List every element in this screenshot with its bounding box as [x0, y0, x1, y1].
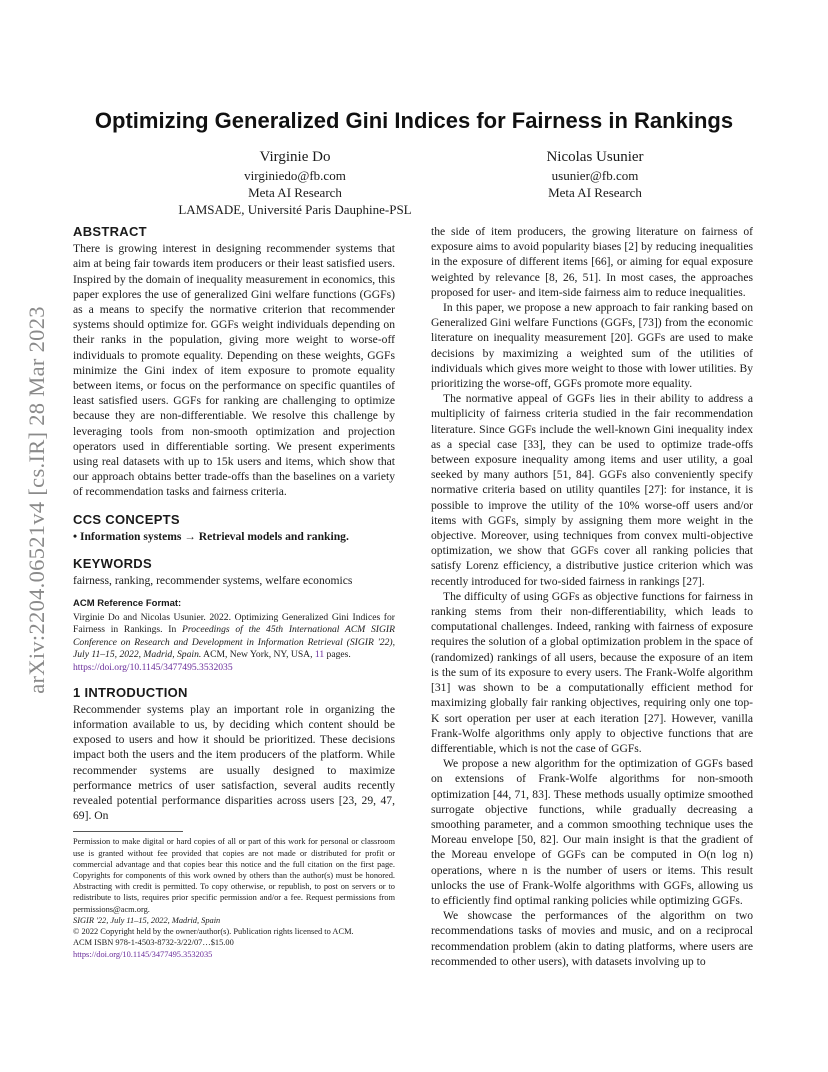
author-name: Virginie Do: [259, 149, 331, 165]
arxiv-stamp: arXiv:2204.06521v4 [cs.IR] 28 Mar 2023: [24, 306, 49, 694]
author-name: Nicolas Usunier: [546, 149, 644, 165]
abstract-heading: ABSTRACT: [73, 224, 147, 239]
body-paragraph: We propose a new algorithm for the optimization of GGFs based on extensions of Frank-Wolfe algorithms for non-smooth optimization [44, 71, 83]. These methods usually optimize smoothed surrogate objective functions, while gradually decreasing a smoothing parameter, and a common smoothing technique uses the Moreau envelope [50, 82]. Our main insight is that the gradient of the Moreau envelope of GGFs can be computed in O(n log n) operations, where n is the number of users or items. This result unlocks the use of Frank-Wolfe algorithms with GGFs, allowing us to efficiently find optimal ranking policies while optimizing GGFs.: [431, 757, 753, 907]
keywords-text: fairness, ranking, recommender systems, welfare economics: [73, 574, 353, 588]
author-block-1: [150, 147, 440, 218]
body-paragraph: The difficulty of using GGFs as objective functions for fairness in ranking stems from their non-differentiability, which leads to computational challenges. Indeed, ranking with fairness of exposure requires the solution of a global optimization problem in the space of (randomized) rankings of all users, because the exposure of an item is the sum of its exposure to every users. The Frank-Wolfe algorithm [31] was shown to be a computationally efficient method for maximizing globally fair ranking objectives, requiring only one top-K sort operation per user at each iteration [27]. However, vanilla Frank-Wolfe algorithms only apply to objective functions that are differentiable, which is not the case of GGFs.: [431, 589, 753, 755]
intro-text: Recommender systems play an important role in organizing the information available to us, by deciding which content should be exposed to users and how it should be prioritized. These decisions impact both the users and the item producers of the platform. While recommender systems are usually designed to maximize performance metrics of user satisfaction, several audits recently revealed potential performance disparities across users [23, 29, 47, 69]. On: [73, 702, 395, 823]
conference-line: SIGIR '22, July 11–15, 2022, Madrid, Spain: [73, 915, 221, 925]
body-paragraph: the side of item producers, the growing literature on fairness of exposure aims to avoid popularity biases [2] by reducing inequalities in the exposure of different items [66], or aiming for equal exposure weighted by relevance [8, 26, 51]. In most cases, the approaches proposed for user- and item-side fairness aim to reduce inequalities.: [431, 225, 753, 299]
body-paragraph: In this paper, we propose a new approach to fair ranking based on Generalized Gini welfare Functions (GGFs, [73]) from the economic literature on inequality measurement [20]. GGFs are used to make decisions by maximizing a weighted sum of the utilities of individuals which gives more weight to those with lower utilities. By prioritizing the worse-off, GGFs promote more equality.: [431, 301, 753, 391]
copyright-line: © 2022 Copyright held by the owner/author(s). Publication rights licensed to ACM.: [73, 927, 354, 937]
author-block-2: [480, 147, 710, 201]
footnote-rule: [73, 831, 183, 832]
author-email[interactable]: virginiedo@fb.com: [244, 168, 346, 183]
body-paragraph: We showcase the performances of the algorithm on two recommendations tasks of movies and music, and on a reciprocal recommendation problem (akin to dating platforms, where users are recommended to other users), with datasets involving up to: [431, 909, 753, 968]
permission-doi-link[interactable]: https://doi.org/10.1145/3477495.3532035: [73, 949, 213, 959]
body-paragraph: The normative appeal of GGFs lies in their ability to address a multiplicity of fairness criteria studied in the fair recommendation literature. Since GGFs include the well-known Gini inequality index as a special case [33], they can be used to optimize trade-offs between exposure inequality among items and user utility, a goal seeked by many authors [51, 84]. GGFs also conveniently specify normative criteria based on utility quantiles [27]: for instance, it is possible to improve the utility of the 10% worse-off users and/or items with GGFs, simply by assigning them more weight in the objective. Moreover, using techniques from convex multi-objective optimization, we show that GGFs cover all ranking policies that satisfy Lorenz efficiency, a distributive justice criterion which was recently introduced for two-sided fairness in rankings [27].: [431, 392, 753, 588]
ccs-text: • Information systems → Retrieval models and ranking.: [73, 529, 349, 543]
author-affiliation: Meta AI Research: [248, 185, 342, 200]
ccs-heading: CCS CONCEPTS: [73, 511, 180, 527]
acm-reference: Virginie Do and Nicolas Usunier. 2022. Optimizing Generalized Gini Indices for Fairness in Rankings. In Proceedings of the 45th International ACM SIGIR Conference on Research and Development in Information Retrieval (SIGIR '22), July 11–15, 2022, Madrid, Spain. ACM, New York, NY, USA, 11 pages.: [73, 611, 395, 661]
author-affiliation: LAMSADE, Université Paris Dauphine-PSL: [178, 202, 412, 217]
isbn-line: ACM ISBN 978-1-4503-8732-3/22/07…$15.00: [73, 938, 234, 948]
intro-heading: 1 INTRODUCTION: [73, 684, 188, 700]
pages-link[interactable]: 11: [314, 649, 325, 661]
author-affiliation: Meta AI Research: [548, 185, 642, 200]
acm-ref-heading: ACM Reference Format:: [73, 598, 182, 610]
permission-notice: Permission to make digital or hard copies of all or part of this work for personal or classroom use is granted without fee provided that copies are not made or distributed for profit or commercial advantage and that copies bear this notice and the full citation on the first page. Copyrights for components of this work owned by others than the author(s) must be honored. Abstracting with credit is permitted. To copy otherwise, or republish, to post on servers or to redistribute to lists, requires prior specific permission and/or a fee. Request permissions from permissions@acm.org.: [73, 837, 395, 914]
keywords-heading: KEYWORDS: [73, 556, 152, 572]
left-column: [73, 224, 395, 960]
paper-title: Optimizing Generalized Gini Indices for Fairness in Rankings: [94, 108, 734, 133]
author-email[interactable]: usunier@fb.com: [551, 168, 639, 183]
right-column: [431, 224, 753, 969]
abstract-text: There is growing interest in designing recommender systems that aim at being fair towards item producers or their least satisfied users. Inspired by the domain of inequality measurement in economics, this paper explores the use of generalized Gini welfare functions (GGFs) as a means to specify the normative criterion that recommender systems should optimize for. GGFs weight individuals depending on their ranks in the population, giving more weight to worse-off individuals to promote equality. Depending on these weights, GGFs minimize the Gini index of item exposure to promote equality between items, or focus on the performance on specific quantiles of least satisfied users. GGFs for ranking are challenging to optimize because they are non-differentiable. We resolve this challenge by leveraging tools from non-smooth optimization and projection operators used in differentiable sorting. We present experiments using real datasets with up to 15k users and items, which show that our approach obtains better trade-offs than the baselines on a variety of recommendation tasks and fairness criteria.: [73, 242, 395, 499]
acm-doi-link[interactable]: https://doi.org/10.1145/3477495.3532035: [73, 662, 233, 674]
